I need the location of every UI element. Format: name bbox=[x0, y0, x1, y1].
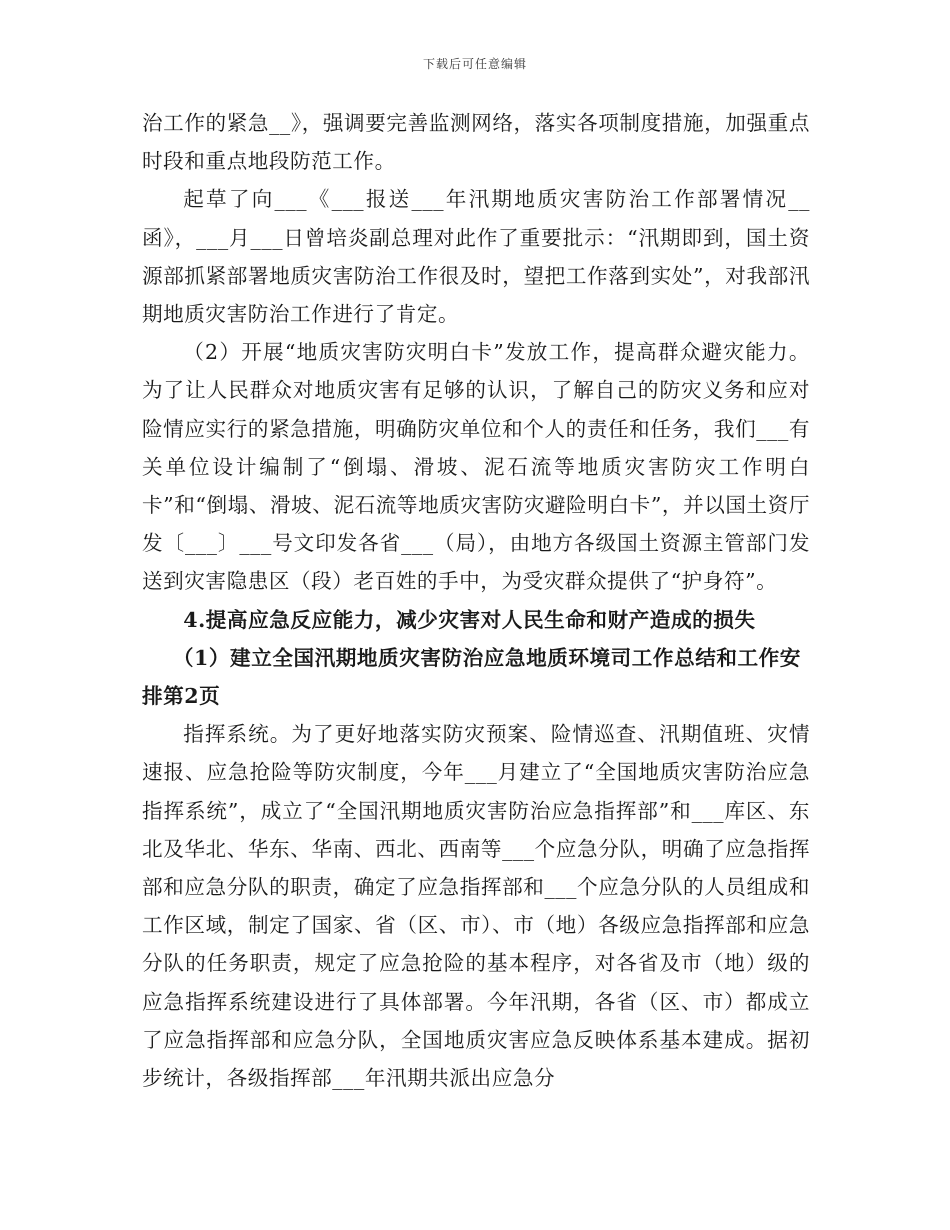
section-heading-4: 4.提高应急反应能力，减少灾害对人民生命和财产造成的损失 bbox=[183, 607, 756, 632]
subsection-heading-1: （1）建立全国汛期地质灾害防治应急地质环境司工作总结和工作安排第2页 bbox=[142, 645, 801, 709]
paragraph-disaster-card: （2）开展“地质灾害防灾明白卡”发放工作，提高群众避灾能力。为了让人民群众对地质灾害有足够的认识，了解自己的防灾义务和应对险情应实行的紧急措施，明确防灾单位和个人的责任和任务，我们___有关单位设计编制了“倒塌、滑坡、泥石流等地质灾害防灾工作明白卡”和“倒塌、滑坡、泥石流等地质灾害防灾避险明白卡”，并以国土资厅发〔___〕___号文印发各省___（局），由地方各级国土资源主管部门发送到灾害隐患区（段）老百姓的手中，为受灾群众提供了“护身符”。 bbox=[142, 340, 810, 594]
document-body bbox=[142, 104, 810, 1097]
paragraph-continuation: 治工作的紧急__》，强调要完善监测网络，落实各项制度措施，加强重点时段和重点地段防范工作。 bbox=[142, 111, 810, 174]
paragraph-drafting-letter: 起草了向___《___报送___年汛期地质灾害防治工作部署情况__函》，___月___日曾培炎副总理对此作了重要批示：“汛期即到，国土资源部抓紧部署地质灾害防治工作很及时，望把工作落到实处”，对我部汛期地质灾害防治工作进行了肯定。 bbox=[142, 187, 810, 327]
page-header: 下载后可任意编辑 bbox=[422, 57, 527, 71]
paragraph-command-system: 指挥系统。为了更好地落实防灾预案、险情巡查、汛期值班、灾情速报、应急抢险等防灾制度，今年___月建立了“全国地质灾害防治应急指挥系统”，成立了“全国汛期地质灾害防治应急指挥部”和___库区、东北及华北、华东、华南、西北、西南等___个应急分队，明确了应急指挥部和应急分队的职责，确定了应急指挥部和___个应急分队的人员组成和工作区域，制定了国家、省（区、市）、市（地）各级应急指挥部和应急分队的任务职责，规定了应急抢险的基本程序，对各省及市（地）级的应急指挥系统建设进行了具体部署。今年汛期，各省（区、市）都成立了应急指挥部和应急分队，全国地质灾害应急反映体系基本建成。据初步统计，各级指挥部___年汛期共派出应急分 bbox=[142, 722, 810, 1091]
